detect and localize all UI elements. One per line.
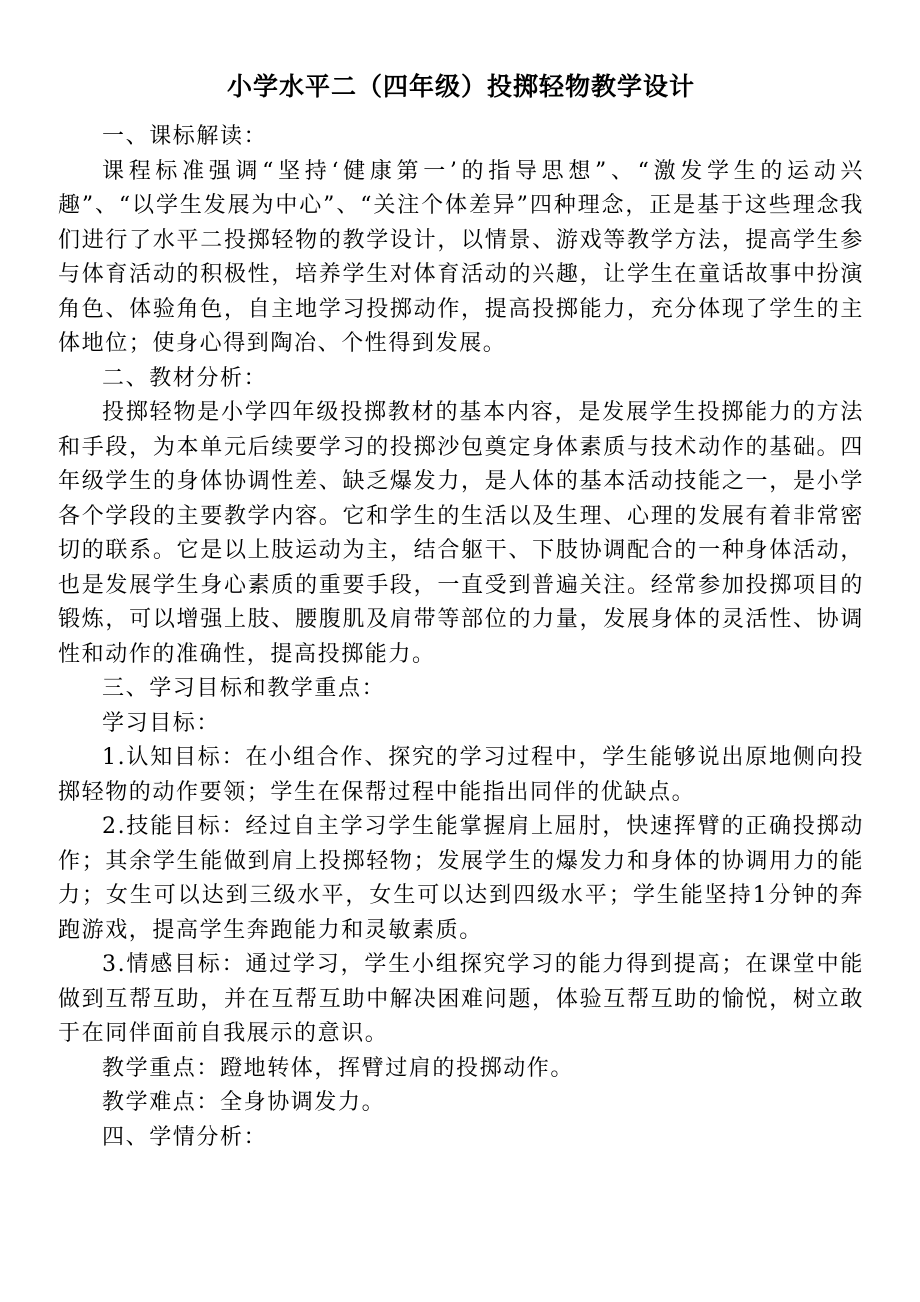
document-title: 小学水平二（四年级）投掷轻物教学设计 — [226, 72, 695, 101]
paragraph-cognitive-goal: 1.认知目标：在小组合作、探究的学习过程中，学生能够说出原地侧向投掷轻物的动作要领；学生在保帮过程中能指出同伴的优缺点。 — [58, 745, 864, 805]
section-heading-goals: 三、学习目标和教学重点： — [102, 676, 386, 701]
section-heading-student-analysis: 四、学情分析： — [102, 1124, 268, 1150]
paragraph-difficulty: 教学难点：全身协调发力。 — [102, 1090, 386, 1115]
paragraph-skill-goal: 2.技能目标：经过自主学习学生能掌握肩上屈肘，快速挥臂的正确投掷动作；其余学生能做到肩上投掷轻物；发展学生的爆发力和身体的协调用力的能力；女生可以达到三级水平，女生可以达到四级水平；学生能坚持1分钟的奔跑游戏，提高学生奔跑能力和灵敏素质。 — [58, 814, 864, 943]
paragraph-curriculum: 课程标准强调“坚持‘健康第一’的指导思想”、“激发学生的运动兴趣”、“以学生发展为中心”、“关注个体差异”四种理念，正是基于这些理念我们进行了水平二投掷轻物的教学设计，以情景、游戏等教学方法，提高学生参与体育活动的积极性，培养学生对体育活动的兴趣，让学生在童话故事中扮演角色、体验角色，自主地学习投掷动作，提高投掷能力，充分体现了学生的主体地位；使身心得到陶冶、个性得到发展。 — [58, 158, 864, 356]
section-heading-material: 二、教材分析： — [102, 365, 268, 391]
section-heading-curriculum: 一、课标解读： — [102, 124, 268, 149]
paragraph-material: 投掷轻物是小学四年级投掷教材的基本内容，是发展学生投掷能力的方法和手段，为本单元后续要学习的投掷沙包奠定身体素质与技术动作的基础。四年级学生的身体协调性差、缺乏爆发力，是人体的基本活动技能之一，是小学各个学段的主要教学内容。它和学生的生活以及生理、心理的发展有着非常密切的联系。它是以上肢运动为主，结合躯干、下肢协调配合的一种身体活动，也是发展学生身心素质的重要手段，一直受到普遍关注。经常参加投掷项目的锻炼，可以增强上肢、腰腹肌及肩带等部位的力量，发展身体的灵活性、协调性和动作的准确性，提高投掷能力。 — [58, 400, 864, 667]
subheading-learning-goals: 学习目标： — [102, 710, 221, 736]
paragraph-emotional-goal: 3.情感目标：通过学习，学生小组探究学习的能力得到提高；在课堂中能做到互帮互助，并在互帮互助中解决困难问题，体验互帮互助的愉悦，树立敢于在同伴面前自我展示的意识。 — [58, 952, 864, 1046]
paragraph-key-point: 教学重点：蹬地转体，挥臂过肩的投掷动作。 — [102, 1055, 575, 1081]
